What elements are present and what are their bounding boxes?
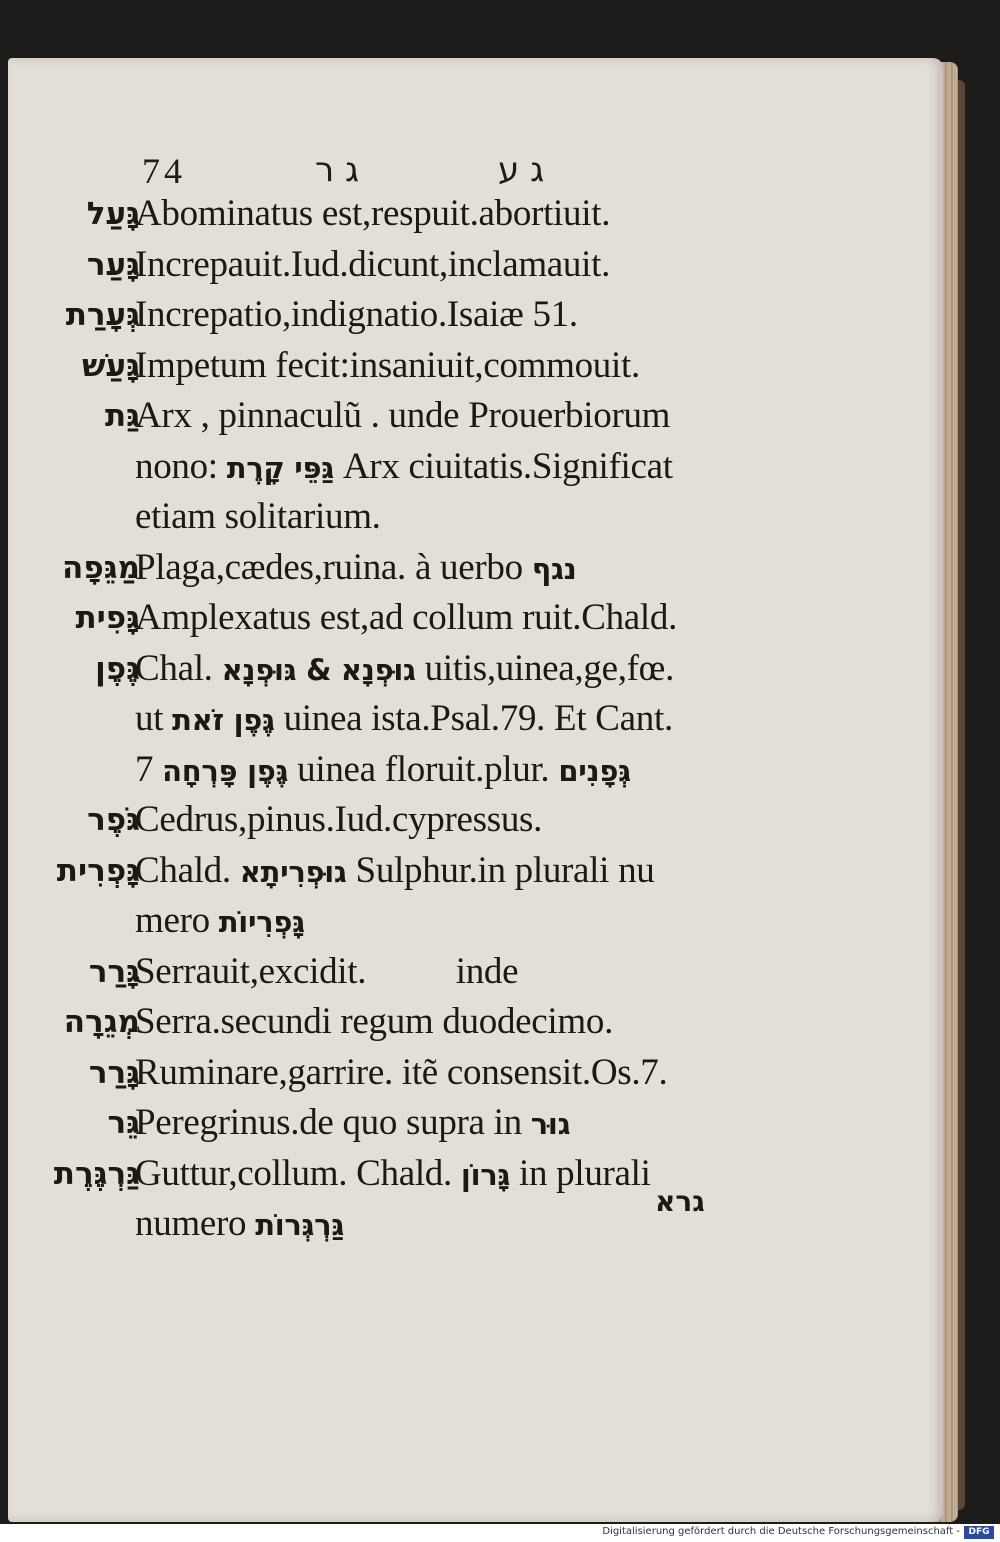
latin-text: Serra.secundi regum duodecimo.: [135, 1001, 614, 1042]
latin-text: numero: [135, 1203, 256, 1244]
definition-text: [135, 1000, 613, 1043]
catchword: גרא: [655, 1185, 705, 1218]
latin-text: Increpauit.Iud.dicunt,inclamauit.: [135, 243, 611, 285]
definition-text: [135, 394, 670, 437]
entry-line: [20, 899, 740, 949]
entry-line: [20, 697, 740, 747]
entry-line: [20, 647, 740, 697]
entry-line: [20, 798, 740, 848]
entry-line: [20, 445, 740, 495]
entry-line: [20, 546, 740, 596]
latin-text: Amplexatus est,ad collum ruit.Chald.: [135, 597, 678, 638]
running-header: [130, 150, 610, 194]
latin-text: Impetum fecit:insaniuit,commouit.: [135, 344, 640, 386]
entry-line: [20, 1000, 740, 1050]
headword-hebrew: גֹּפֶר: [87, 802, 140, 838]
latin-text: nono:: [135, 445, 227, 487]
entry-line: [20, 394, 740, 444]
inline-hebrew: גָּרוֹן: [460, 1157, 511, 1192]
headword-hebrew: מַגֵּפָה: [62, 549, 140, 586]
headword-hebrew: גָּעַל: [86, 196, 140, 232]
entry-line: [20, 748, 740, 798]
headword-hebrew: גֵּר: [107, 1105, 140, 1141]
definition-text: [135, 697, 673, 740]
folio-number: 74: [142, 151, 186, 191]
latin-text: 7: [135, 748, 163, 790]
dfg-logo-icon: DFG: [964, 1526, 994, 1539]
inline-hebrew: גֶּפֶן זֹאת: [172, 703, 275, 737]
inline-hebrew: גוּפְנָא & גּוּפְנָא: [221, 652, 416, 687]
latin-text: Arx ciuitatis.Significat: [333, 445, 673, 487]
definition-text: [135, 344, 640, 387]
definition-text: [135, 1152, 651, 1195]
latin-text: mero: [135, 900, 219, 941]
latin-text: Plaga,cædes,ruina. à uerbo: [135, 546, 532, 588]
latin-text: Peregrinus.de quo supra in: [135, 1102, 531, 1143]
header-hebrew-center: ג ר: [315, 150, 360, 190]
definition-text: [135, 192, 610, 235]
headword-hebrew: גְּעָרַת: [65, 297, 140, 333]
headword-hebrew: גָּרַר: [88, 1054, 140, 1091]
entry-line: [20, 849, 740, 899]
definition-text: [135, 798, 542, 841]
entry-line: [20, 344, 740, 394]
entry-line: [20, 1202, 740, 1252]
definition-text: [135, 596, 677, 639]
latin-text: Serrauit,excidit. inde: [135, 950, 519, 992]
entry-line: [20, 596, 740, 646]
entry-line: [20, 495, 740, 545]
inline-hebrew: גְּפָנִים: [558, 753, 631, 788]
entry-line: [20, 293, 740, 343]
latin-text: Guttur,collum. Chald.: [135, 1152, 461, 1194]
inline-hebrew: גוּר: [530, 1107, 571, 1141]
entry-line: [20, 243, 740, 293]
entry-line: [20, 1152, 740, 1202]
inline-hebrew: גַּרְגְּרוֹת: [255, 1208, 344, 1242]
latin-text: uitis,uinea,ge,fœ.: [415, 647, 675, 689]
headword-hebrew: גָּעַשׁ: [82, 347, 140, 384]
headword-hebrew: גָּפִית: [75, 600, 140, 636]
definition-text: [135, 1202, 344, 1245]
definition-text: [135, 748, 631, 791]
latin-text: ut: [135, 698, 173, 739]
definition-text: [135, 243, 610, 286]
inline-hebrew: גוּפְרִיתָא: [239, 854, 347, 889]
latin-text: Ruminare,garrire. itẽ consensit.Os.7.: [135, 1051, 668, 1093]
latin-text: Chald.: [135, 849, 240, 891]
header-hebrew-right: ג ע: [498, 150, 545, 190]
definition-text: [135, 546, 577, 589]
inline-hebrew: גָּפְרִיוֹת: [218, 905, 305, 939]
definition-text: [135, 495, 381, 538]
latin-text: uinea floruit.plur.: [288, 748, 559, 790]
headword-hebrew: גָּפְרִית: [56, 852, 140, 889]
latin-text: etiam solitarium.: [135, 496, 381, 537]
dictionary-entries: [20, 192, 740, 1253]
latin-text: in plurali: [510, 1152, 651, 1194]
headword-hebrew: גָּרַר: [88, 953, 140, 990]
footer-credit: Digitalisierung gefördert durch die Deutsche Forschungsgemeinschaft -: [602, 1526, 960, 1537]
headword-hebrew: גַּת: [104, 398, 140, 434]
definition-text: [135, 950, 518, 993]
latin-text: Arx , pinnaculũ . unde Prouerbiorum: [135, 395, 671, 436]
definition-text: [135, 293, 578, 336]
latin-text: Abominatus est,respuit.abortiuit.: [135, 193, 611, 234]
inline-hebrew: גַּפֵּי קָרֶת: [226, 450, 334, 485]
headword-hebrew: גָּעַר: [86, 246, 140, 283]
definition-text: [135, 849, 655, 892]
entry-line: [20, 1101, 740, 1151]
definition-text: [135, 647, 674, 690]
headword-hebrew: גַּרְגֶּרֶת: [53, 1155, 140, 1192]
headword-hebrew: מְגֵרָה: [63, 1004, 140, 1040]
inline-hebrew: גֶּפֶן פָּרְחָה: [162, 753, 289, 788]
latin-text: Sulphur.in plurali nu: [346, 849, 655, 891]
entry-line: [20, 950, 740, 1000]
latin-text: Increpatio,indignatio.Isaiæ 51.: [135, 294, 578, 335]
definition-text: [135, 1051, 667, 1094]
entry-line: [20, 192, 740, 242]
latin-text: Chal.: [135, 647, 222, 689]
entry-line: [20, 1051, 740, 1101]
definition-text: [135, 445, 673, 488]
headword-hebrew: גֶּפֶן: [95, 650, 140, 687]
definition-text: [135, 1101, 570, 1144]
digitization-footer: [0, 1524, 1000, 1542]
definition-text: [135, 899, 305, 942]
inline-hebrew: נגף: [531, 551, 577, 586]
latin-text: Cedrus,pinus.Iud.cypressus.: [135, 799, 543, 840]
latin-text: uinea ista.Psal.79. Et Cant.: [274, 698, 673, 739]
